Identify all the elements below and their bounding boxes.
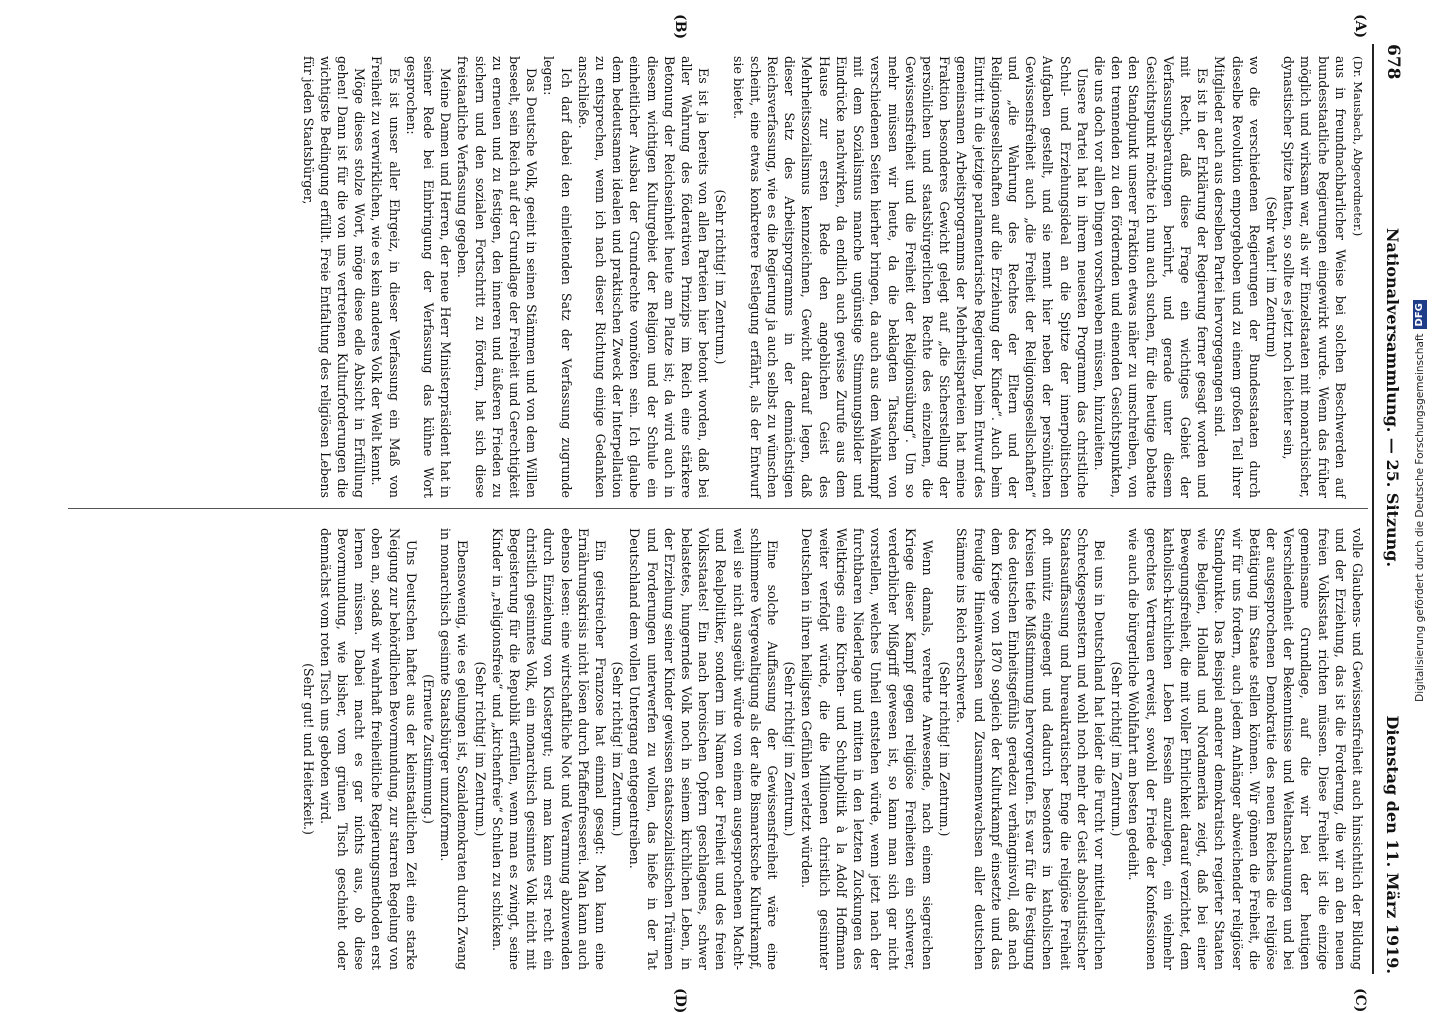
paragraph: Bei uns in Deutschland hat leider die Furcht vor mittelalterlichen Schreckgespenstern und wohl noch mehr der Geist absolutistischer Staatsauffassung und bureaukratischer Enge die religiöse Freiheit oft unnütz eingeengt und dadurch besonders in katholischen Kreisen tiefe Mißstimmung hervorgerufen. Es war für die Festigung des deutschen Einheitsgefühls geradezu verhängnisvoll, daß nach dem Kriege von 1870 sogleich der Kulturkampf einsetzte und das freudige Hineinwachsen und Zusammenwachsen aller deutschen Stämme ins Reich erschwerte. xyxy=(954,528,1107,970)
paragraph: Möge dieses stolze Wort, möge diese edle Absicht in Erfüllung gehen! Dann ist für die von uns vertretenen Kulturforderungen die wichtigste Bedingung erfüllt. Freie Entfaltung des religiösen Lebens für jeden Staatsbürger, xyxy=(300,56,368,498)
left-column xyxy=(70,56,1366,498)
page-header xyxy=(1378,44,1408,974)
interjection: (Sehr richtig! im Zentrum.) xyxy=(713,189,729,365)
session-date: Dienstag den 11. März 1919. xyxy=(1383,715,1403,974)
margin-marker-b: (B) xyxy=(672,14,688,40)
page-number: 678 xyxy=(1383,44,1403,80)
header-rule xyxy=(1372,44,1374,974)
margin-marker-d: (D) xyxy=(672,988,688,1013)
rotated-newspaper-page xyxy=(58,14,1408,1013)
paragraph: Wenn damals, verehrte Anwesende, nach einem siegreichen Kriege dieser Kampf gegen religiöse Freiheiten ein schwerer, verderblicher Mißgriff gewesen ist, so kann man sich gar nicht vorstellen, welches Unheil entstehen würde, wenn jetzt nach der furchtbaren Niederlage und mitten in den letzten Zuckungen des Weltkriegs eine Kirchen- und Schulpolitik à la Adolf Hoffmann weiter verfolgt würde, die die Millionen christlich gesinnter Deutschen in ihren heiligsten Gefühlen verletzt würden. xyxy=(799,528,935,970)
column-divider xyxy=(68,508,1368,509)
quote-paragraph: Das Deutsche Volk, geeint in seinen Stämmen und von dem Willen beseelt, sein Reich auf der Grundlage der Freiheit und Gerechtigkeit zu erneuen und zu festigen, den inneren und äußeren Frieden zu sichern und den sozialen Fortschritt zu fördern, hat sich diese freistaatliche Verfassung gegeben. xyxy=(455,56,540,498)
credit-text: Digitalisierung gefördert durch die Deutsche Forschungsgemeinschaft xyxy=(1414,333,1426,702)
interjection: (Sehr richtig! im Zentrum.) xyxy=(937,661,953,837)
page-title: Nationalversammlung. — 25. Sitzung. xyxy=(1383,227,1403,568)
paragraph: aus in freundnachbarlicher Weise bei solchen Beschwerden auf bundesstaatliche Regierungen eingewirkt wurde. Wenn das früher möglich und wirksam war, als wir Einzelstaaten mit monarchischer, dynastischer Spitze hatten, so sollte es jetzt noch leichter sein, xyxy=(1281,56,1348,498)
paragraph: Eine solche Auffassung der Gewissensfreiheit wäre eine schlimmere Vergewaltigung als der alte Bismarcksche Kulturkampf, weil sie nicht ausgeübt würde von einem ausgesprochenen Macht- und Realpolitiker, sondern im Namen der Freiheit und des freien Volksstaates! Ein nach heroischen Opfern geschlagenes, schwer belastetes, hungerndes Volk noch in seinem kirchlichen Leben, in der Erziehung seiner Kinder gewissen staatssozialistischen Träumen und Forderungen unterwerfen zu wollen, das hieße in der Tat Deutschland dem vollen Untergang entgegentreiben. xyxy=(627,528,781,970)
interjection: (Sehr gut! und Heiterkeit.) xyxy=(300,663,316,835)
paragraph: Es ist ja bereits von allen Parteien hier betont worden, daß bei aller Wahrung des föderativen Prinzips im Reich eine stärkere Betonung der Reichseinheit heute am Platze ist; da wird auch in diesem wichtigen Kulturgebiet der Religion und der Schule ein einheitlicher Ausbau der Grundrechte vonnöten sein. Ich glaube dem bedeutsamen idealen und praktischen Zweck der Interpellation zu entsprechen, wenn ich nach dieser Richtung einige Gedanken anschließe. xyxy=(575,56,712,498)
dfg-logo: DFG xyxy=(1413,300,1427,329)
paragraph: Ein geistreicher Franzose hat einmal gesagt: Man kann eine Ernährungskrisis nicht lösen durch Pfaffenfresserei. Man kann auch ebenso lesen: eine wirtschaftliche Not und Verarmung abzuwenden durch Einziehung von Klostergut; und man kann erst recht ein christlich gesinntes Volk, ein monarchisch gesinntes Volk nicht mit Begeisterung für die Republik erfüllen, wenn man es zwingt, seine Kinder in „religionsfreie“ und „kirchenfreie“ Schulen zu schicken. xyxy=(489,528,609,970)
digitization-credit xyxy=(1410,6,1430,996)
speaker-label: (Dr. Mausbach, Abgeordneter.) xyxy=(1351,56,1365,237)
margin-marker-a: (A) xyxy=(1352,14,1368,39)
paragraph: Uns Deutschen haftet aus der kleinstaatlichen Zeit eine starke Neigung zur behördlichen Bevormundung, zur starren Regelung von oben an, sodaß wir wahrhaft freiheitliche Regierungsmethoden erst lernen müssen. Dabei macht es gar nichts aus, ob diese Bevormundung, wie bisher, vom grünen Tisch geschieht oder demnächst vom roten Tisch uns geboten wird. xyxy=(317,528,419,970)
paragraph: Unsere Partei hat in ihrem neuesten Programm das christliche Schul- und Erziehungsideal an die Spitze der innerpolitischen Aufgaben gestellt, und sie nennt hier neben der persönlichen Gewissensfreiheit auch „die Freiheit der Religionsgesellschaften“ und „die Wahrung des Rechtes der Eltern und der Religionsgesellschaften auf die Erziehung der Kinder“. Auch beim Eintritt in die jetzige parlamentarische Regierung, beim Entwurf des gemeinsamen Arbeitsprogramms der Mehrheitsparteien hat meine Fraktion besonderes Gewicht gelegt auf „die Sicherstellung der persönlichen und staatsbürgerlichen Rechte des einzelnen, die Gewissensfreiheit und die Freiheit der Religionsübung“. Um so mehr müssen wir heute, da die beklagten Tatsachen von verschiedenen Seiten hierher bringen, da auch aus dem Wahlkampf mit dem Sozialismus manche ungünstige Stimmungsbilder und Eindrücke nachwirken, da endlich auch gewisse Zurufe aus dem Hause zur ersten Rede den angeblichen Geist des Mehrheitssozialismus kennzeichnen, Gewicht darauf legen, daß dieser Satz des Arbeitsprogramms in der demnächstigen Reichsverfassung, wie es die Regierung ja auch selbst zu wünschen scheint, eine etwas konkretere Festlegung erfährt, als der Entwurf sie bietet. xyxy=(730,56,1090,498)
interjection: (Sehr richtig! im Zentrum.) xyxy=(782,661,798,837)
paragraph: wo die verschiedenen Regierungen der Bundesstaaten durch dieselbe Revolution emporgehoben und zu einem großen Teil ihrer Mitglieder auch aus derselben Partei hervorgegangen sind. xyxy=(1212,56,1262,498)
quote-paragraph: Es ist unser aller Ehrgeiz, in dieser Verfassung ein Maß von Freiheit zu verwirklichen, wie es kein anderes Volk der Welt kennt. xyxy=(369,56,402,498)
paragraph: Ich darf dabei den einleitenden Satz der Verfassung zugrunde legen: xyxy=(541,56,574,498)
interjection: (Sehr richtig! im Zentrum.) xyxy=(472,661,488,837)
interjection: (Sehr richtig! im Zentrum.) xyxy=(1109,661,1125,837)
paragraph: Meine Damen und Herren, der neue Herr Ministerpräsident hat in seiner Rede bei Einbringung der Verfassung das kühne Wort gesprochen: xyxy=(403,56,454,498)
paragraph: volle Glaubens- und Gewissensfreiheit auch hinsichtlich der Bildung und der Erziehung, das ist die Forderung, die wir an den neuen freien Volksstaat richten müssen. Diese Freiheit ist die einzige gemeinsame Grundlage, auf die wir bei der heutigen Verschiedenheit der Bekenntnisse und Weltanschauungen und bei der ausgesprochenen Demokratie des neuen Reiches die religiöse Betätigung im Staate stellen können. Wir gönnen die Freiheit, die wir für uns fordern, auch jedem Anhänger abweichender religiöser Standpunkte. Das Beispiel anderer demokratisch regierter Staaten wie Belgien, Holland und Nordamerika zeigt, daß bei einer Bewegungsfreiheit, die mit voller Ehrlichkeit darauf verzichtet, dem katholisch-kirchlichen Leben Fesseln anzulegen, ein vielmehr gerechtes Vertrauen erweist, sowohl der Friede der Konfessionen wie auch die bürgerliche Wohlfahrt am besten gedeiht. xyxy=(1126,528,1365,970)
interjection: (Erneute Zustimmung.) xyxy=(421,674,437,824)
margin-marker-c: (C) xyxy=(1352,988,1368,1013)
paragraph: Es ist in der Erklärung der Regierung ferner gesagt worden und mit Recht, daß diese Frage ein wichtiges Gebiet der Verfassungsberatungen berührt, und gerade unter diesem Gesichtspunkt möchte ich nun auch suchen, für die heutige Debatte den Standpunkt unserer Fraktion etwas näher zu umschreiben, von den trennenden zu den fördernden und einenden Gesichtspunkten, die uns doch vor allen Dingen vorschweben müssen, hinzuleiten. xyxy=(1091,56,1211,498)
paragraph: Ebensowenig, wie es gelungen ist, Sozialdemokraten durch Zwang in monarchisch gesinnte Staatsbürger umzuformen. xyxy=(438,528,471,970)
interjection: (Sehr wahr! im Zentrum) xyxy=(1263,196,1279,358)
interjection: (Sehr richtig! im Zentrum.) xyxy=(610,661,626,837)
right-column xyxy=(70,528,1366,970)
